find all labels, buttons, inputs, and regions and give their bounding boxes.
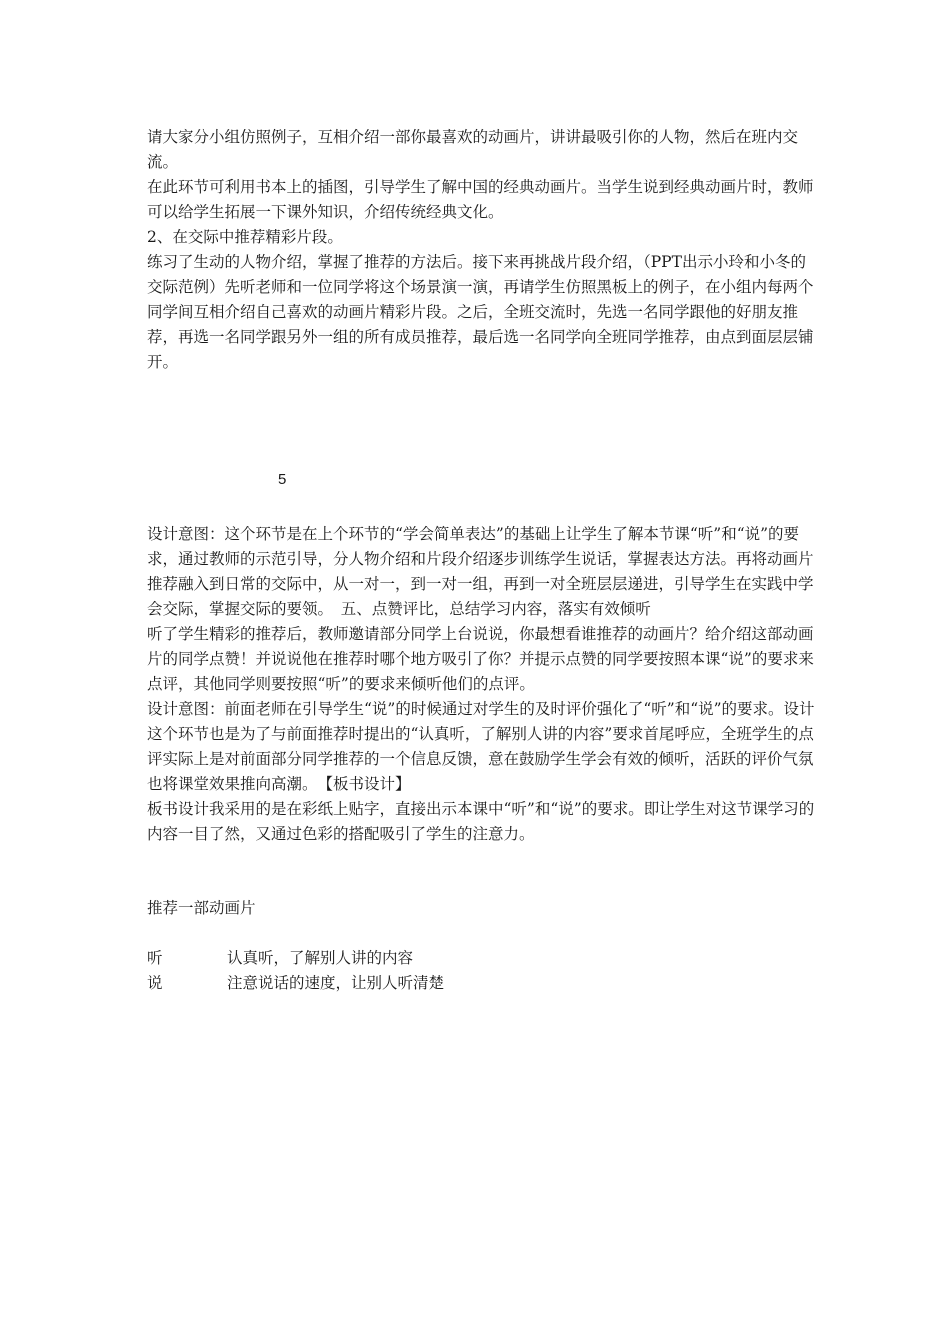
paragraph: 在此环节可利用书本上的插图，引导学生了解中国的经典动画片。当学生说到经典动画片时，教师可以给学生拓展一下课外知识，介绍传统经典文化。 (147, 178, 814, 221)
board-value: 认真听，了解别人讲的内容 (227, 949, 414, 967)
board-row-speak (147, 971, 815, 996)
page-number: 5 (278, 471, 287, 488)
board-value: 注意说话的速度，让别人听清楚 (227, 974, 445, 992)
paragraph: 设计意图：前面老师在引导学生“说”的时候通过对学生的及时评价强化了“听”和“说”的要求。设计这个环节也是为了与前面推荐时提出的“认真听，了解别人讲的内容”要求首尾呼应，全班学生的点评实际上是对前面部分同学推荐的一个信息反馈，意在鼓励学生学会有效的倾听，活跃的评价气氛也将课堂效果推向高潮。 【板书设计】 (147, 700, 815, 793)
board-title: 推荐一部动画片 (147, 899, 256, 917)
board-key: 听 (147, 949, 163, 967)
section-top (147, 125, 815, 375)
section-design-intent (147, 522, 815, 847)
board-table (147, 946, 815, 996)
paragraph: 听了学生精彩的推荐后，教师邀请部分同学上台说说，你最想看谁推荐的动画片？给介绍这部动画片的同学点赞！并说说他在推荐时哪个地方吸引了你？并提示点赞的同学要按照本课“说”的要求来点评，其他同学则要按照“听”的要求来倾听他们的点评。 (147, 625, 814, 693)
paragraph: 请大家分小组仿照例子，互相介绍一部你最喜欢的动画片，讲讲最吸引你的人物，然后在班内交流。 (147, 128, 799, 171)
paragraph: 2、在交际中推荐精彩片段。 (147, 228, 343, 246)
board-key: 说 (147, 974, 163, 992)
board-row-listen (147, 946, 815, 971)
paragraph: 设计意图：这个环节是在上个环节的“学会简单表达”的基础上让学生了解本节课“听”和“说”的要求，通过教师的示范引导，分人物介绍和片段介绍逐步训练学生说话，掌握表达方法。再将动画片推荐融入到日常的交际中，从一对一，到一对一组，再到一对全班层层递进，引导学生在实践中学会交际，掌握交际的要领。 五、点赞评比，总结学习内容，落实有效倾听 (147, 525, 814, 618)
paragraph: 板书设计我采用的是在彩纸上贴字，直接出示本课中“听”和“说”的要求。即让学生对这节课学习的内容一目了然，又通过色彩的搭配吸引了学生的注意力。 (147, 800, 815, 843)
paragraph: 练习了生动的人物介绍，掌握了推荐的方法后。接下来再挑战片段介绍，（PPT出示小玲和小冬的交际范例）先听老师和一位同学将这个场景演一演，再请学生仿照黑板上的例子，在小组内每两个同学间互相介绍自己喜欢的动画片精彩片段。之后，全班交流时，先选一名同学跟他的好朋友推荐，再选一名同学跟另外一组的所有成员推荐，最后选一名同学向全班同学推荐，由点到面层层铺开。 (147, 253, 814, 371)
